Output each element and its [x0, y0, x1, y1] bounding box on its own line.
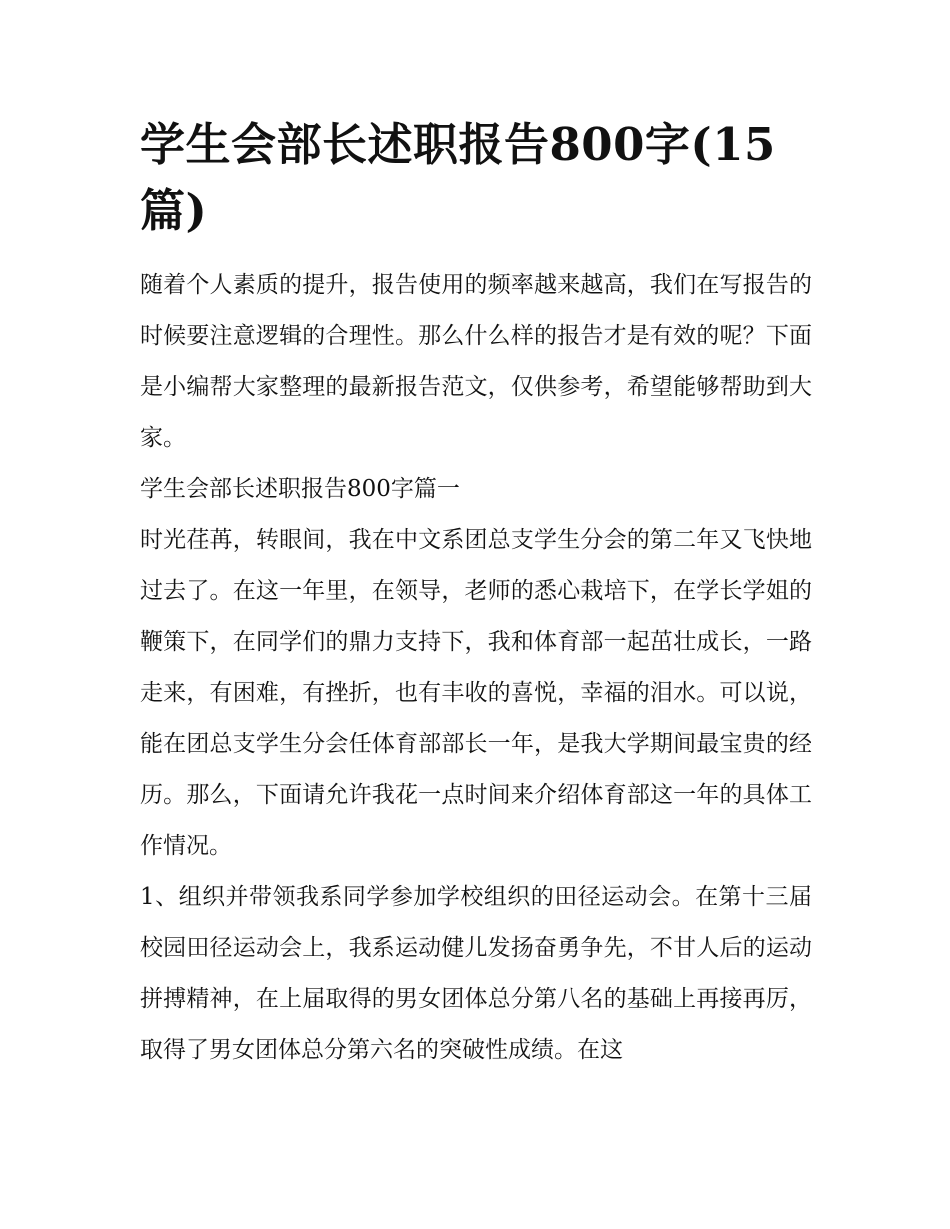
body-paragraph: 时光荏苒，转眼间，我在中文系团总支学生分会的第二年又飞快地过去了。在这一年里，在领导，老师的悉心栽培下，在学长学姐的鞭策下，在同学们的鼎力支持下，我和体育部一起茁壮成长，一路走来，有困难，有挫折，也有丰收的喜悦，幸福的泪水。可以说，能在团总支学生分会任体育部部长一年，是我大学期间最宝贵的经历。那么，下面请允许我花一点时间来介绍体育部这一年的具体工作情况。	[140, 527, 812, 859]
document-page	[140, 112, 812, 1076]
section-heading: 学生会部长述职报告800字篇一	[140, 476, 460, 502]
document-title: 学生会部长述职报告800字(15篇)	[140, 118, 776, 237]
intro-paragraph: 随着个人素质的提升，报告使用的频率越来越高，我们在写报告的时候要注意逻辑的合理性。那么什么样的报告才是有效的呢？下面是小编帮大家整理的最新报告范文，仅供参考，希望能够帮助到大家。	[140, 272, 812, 451]
list-item-paragraph: 1、组织并带领我系同学参加学校组织的田径运动会。在第十三届校园田径运动会上，我系运动健儿发扬奋勇争先，不甘人后的运动拼搏精神，在上届取得的男女团体总分第八名的基础上再接再厉，取得了男女团体总分第六名的突破性成绩。在这	[140, 884, 812, 1063]
